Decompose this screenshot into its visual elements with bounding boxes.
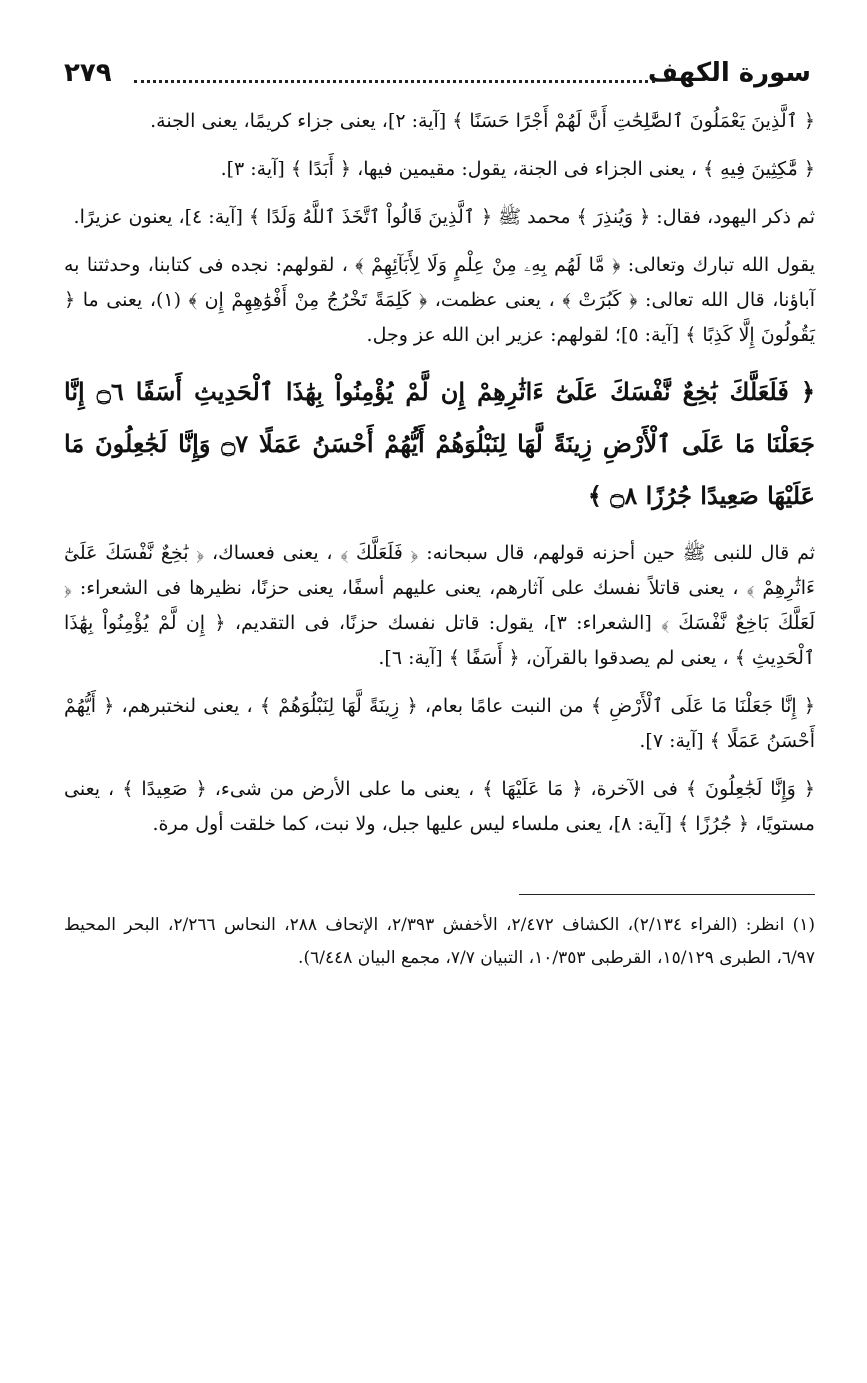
paragraph: يقول الله تبارك وتعالى: ﴿ مَّا لَهُم بِهِۦ مِنْ عِلْمٍ وَلَا لِأَبَآئِهِمْ ﴾ ، لقولهم: نجده فى كتابنا، وحدثتنا به آباؤنا، قال الله تعالى: ﴿ كَبُرَتْ ﴾ ، يعنى عظمت، ﴿ كَلِمَةً تَخْرُجُ مِنْ أَفْوَٰهِهِمْ إِن ﴾ (١)، يعنى ما ﴿ يَقُولُونَ إِلَّا كَذِبًا ﴾ [آية: ٥]؛ لقولهم: عزير ابن الله عز وجل. (64, 254, 816, 346)
dot-leader (134, 80, 655, 83)
paragraph: ثم قال للنبى ﷺ حين أحزنه قولهم، قال سبحانه: ﴿ فَلَعَلَّكَ ﴾ ، يعنى فعساك، ﴿ بَٰخِعٌ نَّفْسَكَ عَلَىٰٓ ءَاثَٰرِهِمْ ﴾ ، يعنى قاتلاً نفسك على آثارهم، يعنى عليهم أسفًا، يعنى حزنًا، نظيرها فى الشعراء: ﴿ لَعَلَّكَ بَاخِعٌ نَّفْسَكَ ﴾ [الشعراء: ٣]، يقول: قاتل نفسك حزنًا، فى التقديم، ﴿ إِن لَّمْ يُؤْمِنُواْ بِهَٰذَا ٱلْحَدِيثِ ﴾ ، يعنى لم يصدقوا بالقرآن، ﴿ أَسَفًا ﴾ [آية: ٦]. (64, 542, 816, 669)
main-text (64, 104, 815, 842)
footnote-divider (519, 894, 815, 895)
book-page (64, 56, 815, 1359)
paragraph: ﴿ ٱلَّذِينَ يَعْمَلُونَ ٱلصَّٰلِحَٰتِ أَنَّ لَهُمْ أَجْرًا حَسَنًا ﴾ [آية: ٢]، يعنى جزاء كريمًا، يعنى الجنة. (150, 110, 815, 132)
page-number: ٢٧٩ (64, 58, 112, 88)
paragraph: ثم ذكر اليهود، فقال: ﴿ وَيُنذِرَ ﴾ محمد ﷺ ﴿ ٱلَّذِينَ قَالُواْ ٱتَّخَذَ ٱللَّهُ وَلَدًا ﴾ [آية: ٤]، يعنون عزيرًا. (73, 206, 815, 228)
running-header (64, 56, 815, 96)
paragraph: ﴿ إِنَّا جَعَلْنَا مَا عَلَى ٱلْأَرْضِ ﴾ من النبت عامًا بعام، ﴿ زِينَةً لَّهَا لِنَبْلُوَهُمْ ﴾ ، يعنى لنختبرهم، ﴿ أَيُّهُمْ أَحْسَنُ عَمَلًا ﴾ [آية: ٧]. (64, 695, 815, 752)
paragraph: ﴿ مَّٰكِثِينَ فِيهِ ﴾ ، يعنى الجزاء فى الجنة، يقول: مقيمين فيها، ﴿ أَبَدًا ﴾ [آية: ٣]. (220, 158, 815, 180)
paragraph: ﴿ وَإِنَّا لَجَٰعِلُونَ ﴾ فى الآخرة، ﴿ مَا عَلَيْهَا ﴾ ، يعنى ما على الأرض من شىء، ﴿ صَعِيدًا ﴾ ، يعنى مستويًا، ﴿ جُرُزًا ﴾ [آية: ٨]، يعنى ملساء ليس عليها جبل، ولا نبت، كما خلقت أول مرة. (64, 778, 815, 835)
surah-title: سورة الكهف (647, 58, 811, 88)
quran-verse-block: ﴿ فَلَعَلَّكَ بَٰخِعٌ نَّفْسَكَ عَلَىٰٓ ءَاثَٰرِهِمْ إِن لَّمْ يُؤْمِنُواْ بِهَٰذَا ٱلْحَدِيثِ أَسَفًا ۝٦ إِنَّا جَعَلْنَا مَا عَلَى ٱلْأَرْضِ زِينَةً لَّهَا لِنَبْلُوَهُمْ أَيُّهُمْ أَحْسَنُ عَمَلًا ۝٧ وَإِنَّا لَجَٰعِلُونَ مَا عَلَيْهَا صَعِيدًا جُرُزًا ۝٨ ﴾ (64, 377, 816, 510)
footnote: (١) انظر: (الفراء ٢/١٣٤)، الكشاف ٢/٤٧٢، الأخفش ٢/٣٩٣، الإتحاف ٢٨٨، النحاس ٢/٢٦٦، البحر المحيط ٦/٩٧، الطبرى ١٥/١٢٩، القرطبى ١٠/٣٥٣، التبيان ٧/٧، مجمع البيان ٦/٤٤٨). (64, 915, 815, 968)
